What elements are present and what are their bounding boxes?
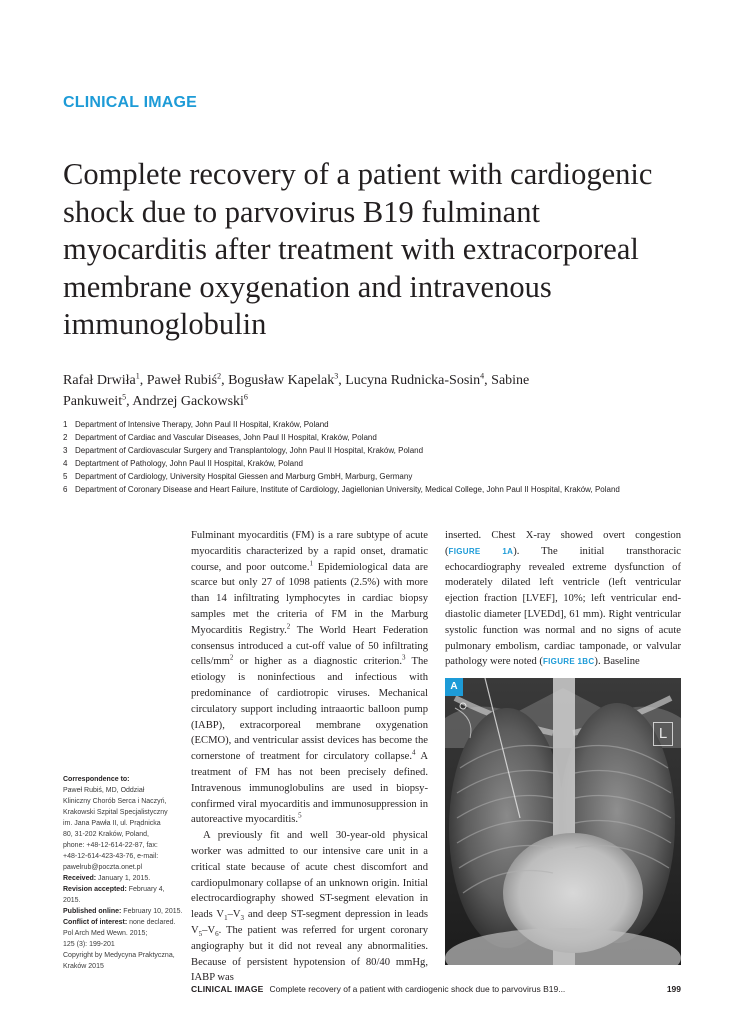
address-line: phone: +48-12-614-22-87, fax: (63, 842, 158, 849)
figure-panel-label: A (445, 678, 463, 696)
affiliation-list (63, 418, 703, 496)
conflict-line: Conflict of interest: none declared. (63, 919, 176, 926)
affiliation-number: 3 (63, 446, 68, 455)
author-name: Sabine Pankuweit (63, 373, 530, 409)
affiliation-number: 6 (63, 485, 68, 494)
affiliation-number: 1 (63, 420, 68, 429)
xray-drawing (445, 678, 681, 965)
author-separator: , (484, 373, 492, 388)
address-line: 80, 31-202 Kraków, Poland, (63, 831, 150, 838)
page-number: 199 (666, 984, 681, 994)
affiliation-text: Department of Intensive Therapy, John Paul II Hospital, Kraków, Poland (75, 420, 329, 429)
figure-reference-link[interactable]: FIGURE 1BC (542, 657, 595, 667)
affiliation-item (63, 457, 703, 470)
section-label: CLINICAL IMAGE (63, 94, 198, 111)
affiliation-marker: 1 (135, 371, 140, 381)
author-name: Paweł Rubiś (146, 373, 218, 388)
footer-running-title: Complete recovery of a patient with cardiogenic shock due to parvovirus B19... (269, 984, 566, 994)
published-line: Published online: February 10, 2015. (63, 908, 183, 915)
side-marker: L (653, 722, 673, 746)
author-name: Andrzej Gackowski (132, 394, 244, 409)
affiliation-number: 4 (63, 459, 68, 468)
author-name: Bogusław Kapelak (228, 373, 335, 388)
revision-line: Revision accepted: February 4, 2015. (63, 886, 165, 904)
body-column-2 (445, 528, 681, 670)
paragraph: inserted. Chest X-ray showed overt congestion (FIGURE 1A). The initial transthoracic echocardiography revealed extreme dysfunction of moderately dilated left ventricle (left ventricular ejection fraction [LVEF], 10%; left ventricular end-diastolic diameter [LVEDd], 61 mm). Right ventricular systolic function was normal and no signs of acute pulmonary embolism, cardiac tamponade, or valvular pathology were noted (FIGURE 1BC). Baseline (445, 530, 682, 668)
correspondence-heading: Correspondence to: (63, 776, 130, 783)
affiliation-item (63, 483, 703, 496)
affiliation-text: Department of Cardiac and Vascular Diseases, John Paul II Hospital, Kraków, Poland (75, 433, 377, 442)
affiliation-marker: 4 (480, 371, 485, 381)
citation-line: 125 (3): 199-201 (63, 941, 115, 948)
author-name: Rafał Drwiła (63, 373, 136, 388)
affiliation-item (63, 444, 703, 457)
copyright-line: Kraków 2015 (63, 963, 104, 970)
affiliation-marker: 5 (122, 392, 127, 402)
citation-line: Pol Arch Med Wewn. 2015; (63, 930, 148, 937)
article-title: Complete recovery of a patient with cardiogenic shock due to parvovirus B19 fulminant myocarditis after treatment with extracorporeal membrane oxygenation and intravenous immunoglobulin (63, 157, 653, 341)
figure-reference-link[interactable]: FIGURE 1A (448, 546, 514, 556)
affiliation-text: Deptartment of Pathology, John Paul II Hospital, Kraków, Poland (75, 459, 303, 468)
author-separator: , (221, 373, 229, 388)
address-line: Paweł Rubiś, MD, Oddział (63, 787, 145, 794)
author-name: Lucyna Rudnicka-Sosin (345, 373, 481, 388)
correspondence-address (63, 785, 183, 873)
affiliation-item (63, 418, 703, 431)
author-separator: , (139, 373, 147, 388)
author-separator: , (126, 394, 133, 409)
affiliation-item (63, 470, 703, 483)
author-separator: , (338, 373, 346, 388)
chest-xray-image (445, 678, 681, 965)
affiliation-number: 5 (63, 472, 68, 481)
affiliation-item (63, 431, 703, 444)
address-line: Krakowski Szpital Specjalistyczny (63, 809, 168, 816)
address-line: pawelrub@poczta.onet.pl (63, 864, 143, 871)
affiliation-marker: 6 (243, 392, 248, 402)
footer-section-label: CLINICAL IMAGE (191, 984, 264, 994)
affiliation-text: Department of Coronary Disease and Heart Failure, Institute of Cardiology, Jagiellonian University, Medical College, John Paul II Hospital, Kraków, Poland (75, 485, 620, 494)
page-footer (191, 984, 681, 994)
correspondence-block (63, 774, 183, 972)
affiliation-number: 2 (63, 433, 68, 442)
paragraph: A previously fit and well 30-year-old physical worker was admitted to our intensive care unit in a critical state because of acute chest discomfort and cardiopulmonary collapse of an unknown origin. Initial electrocardiography showed ST-segment elevation in leads $V_1-V_3$ and deep ST-segment depression in leads $V_5-V_6$. The patient was referred for urgent coronary angiography but it did not reveal any abnormalities. Because of persistent hypotension of 80/40 mmHg, IABP was (191, 830, 428, 984)
copyright-line: Copyright by Medycyna Praktyczna, (63, 952, 175, 959)
address-line: Kliniczny Chorób Serca i Naczyń, (63, 798, 167, 805)
body-column-1 (191, 528, 428, 986)
author-list (63, 370, 533, 412)
paragraph: Fulminant myocarditis (FM) is a rare subtype of acute myocarditis characterized by a rapid onset, dramatic course, and poor outcome.$^1$ Epidemiological data are scarce but only 27 of 1098 patients (2.5%) with more than 14 infiltrating lymphocytes in cardiac biopsy samples met the criteria of FM in the Marburg Myocarditis Registry.$^2$ The World Heart Federation consensus introduced a cut-off value of 50 infiltrating cells/$mm^2$ or higher as a diagnostic criterion.$^3$ The etiology is noninfectious and infectious with predominance of cardiotropic viruses. Mechanical circulatory support including intraaortic balloon pump (IABP), extracorporeal membrane oxygenation (ECMO), and ventricular assist devices has become the cornerstone of treatment for circulatory collapse.$^4$ A treatment of FM has not been precisely defined. Intravenous immunoglobulins are used in biopsy-confirmed viral myocarditis and immunosuppression in autoreactive myocarditis.$^5$ (191, 530, 428, 826)
affiliation-text: Department of Cardiology, University Hospital Giessen and Marburg GmbH, Marburg, Germany (75, 472, 413, 481)
affiliation-marker: 2 (217, 371, 222, 381)
received-line: Received: January 1, 2015. (63, 875, 151, 882)
affiliation-text: Department of Cardiovascular Surgery and Transplantology, John Paul II Hospital, Kraków, Poland (75, 446, 424, 455)
address-line: +48-12-614-423-43-76, e-mail: (63, 853, 159, 860)
affiliation-marker: 3 (334, 371, 339, 381)
address-line: im. Jana Pawła II, ul. Prądnicka (63, 820, 161, 827)
